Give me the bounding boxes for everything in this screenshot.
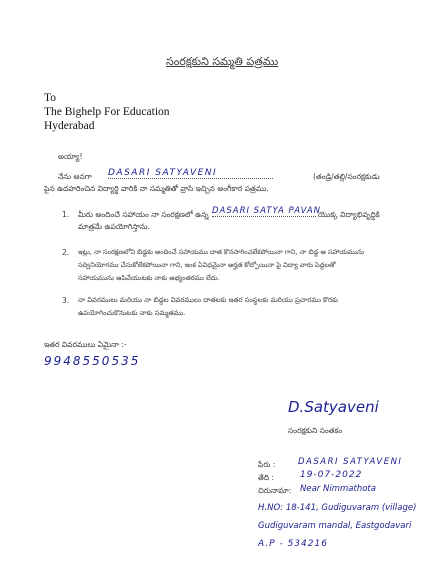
address-city: Hyderabad (44, 120, 95, 132)
other-details-label: ఇతర వివరములు ఏమైనా :- (44, 340, 127, 349)
point-1-line2: మాత్రమే ఉపయోగిస్తాను. (78, 222, 150, 231)
point-3-line1: నా వివరములు మరియు నా బిడ్డల వివరములు దాతలకు ఇతర సంస్థలకు మరియు ప్రచారము కొరకు (78, 296, 339, 304)
phone-number: 9948550535 (44, 354, 141, 368)
guardian-name-field: DASARI SATYAVENI (108, 168, 273, 179)
point-3-line2: ఉపయోగించుకొనుటకు నాకు సమ్మతము. (78, 309, 186, 317)
address-org: The Bighelp For Education (44, 106, 170, 118)
point-1-line1-suffix: యొక్క విద్యాభివృద్ధికి (318, 210, 380, 219)
intro-line2: పైన ఉదహరించిన విద్యార్థి వారికి నా సమ్మతితో వ్రాసి ఇచ్చిన అంగీకార పత్రము. (44, 184, 269, 193)
signature-label: సంరక్షకుని సంతకం (288, 426, 343, 435)
address-line-2: H.NO: 18-141, Gudiguvaram (village) (258, 503, 417, 513)
point-1-line1-prefix: మీరు అందించే సహాయం నా సంరక్షణలో ఉన్న (78, 210, 209, 219)
intro-prefix: నేను అనగా (58, 172, 92, 181)
page-title: సంరక్షకుని సమ్మతి పత్రము (166, 55, 279, 68)
address-to: To (44, 92, 56, 104)
address-label: చిరునామా: (258, 486, 292, 495)
guardian-signature: D.Satyaveni (288, 398, 379, 416)
point-2-line3: సహాయమును ఆపివేయుటకు నాకు అభ్యంతరము లేదు. (78, 274, 220, 282)
point-2-number: 2. (62, 248, 70, 257)
name-label: పేరు : (258, 460, 276, 469)
address-line-1: Near Nimmathota (300, 484, 376, 494)
point-2-line1: ఇట్లు, నా సంరక్షణలోని బిడ్డకు అందించే సహాయము దాత కొనసాగించలేకపోయినా గాని, నా బిడ్డ ఆ సహాయమును (78, 248, 364, 256)
salutation: అయ్యా! (58, 152, 83, 161)
point-3-number: 3. (62, 296, 70, 305)
point-2-line2: సద్వినియోగము చేసుకోలేకపోయినా గాని, ఇంక ఏవిధమైనా అర్హత కోల్పోయినా పై విద్యా వారు పెద్దలతో (78, 261, 336, 269)
point-1-number: 1. (62, 210, 70, 219)
address-line-4: A.P - 534216 (258, 539, 328, 549)
address-line-3: Gudiguvaram mandal, Eastgodavari (258, 521, 412, 531)
date-value: 19-07-2022 (300, 470, 363, 480)
name-value: DASARI SATYAVENI (298, 457, 403, 467)
student-name-field: DASARI SATYA PAVAN (212, 206, 322, 216)
date-label: తేది : (258, 473, 275, 482)
intro-relation: (తండ్రి/తల్లి/సంరక్షకుడు (313, 172, 380, 181)
